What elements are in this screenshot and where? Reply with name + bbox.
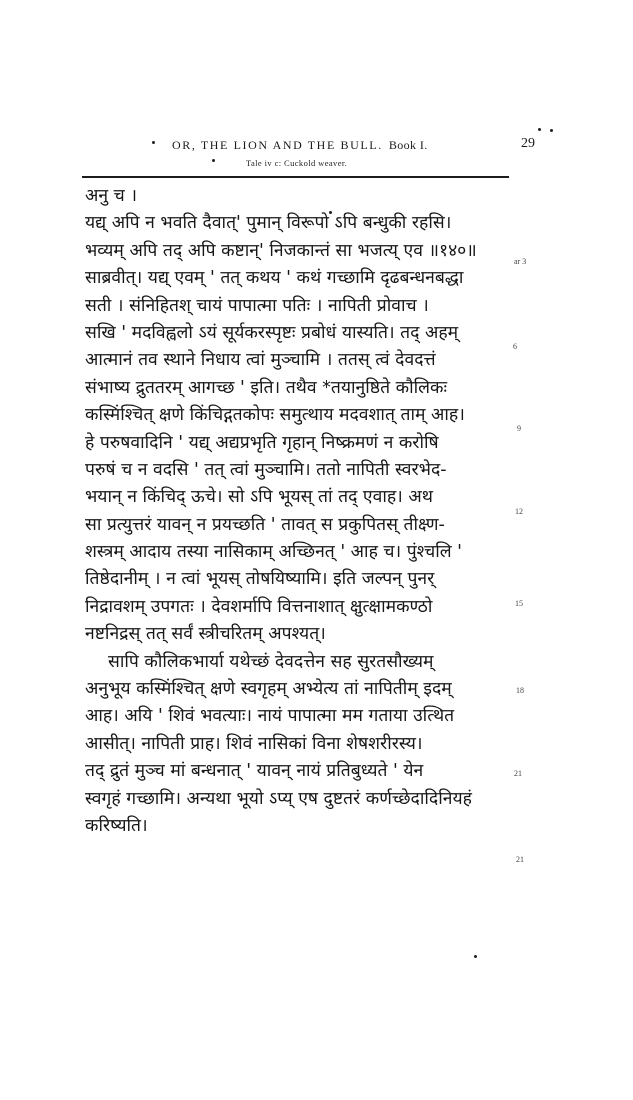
page-number: 29: [521, 136, 535, 151]
text-line: स्वगृहं गच्छामि। अन्यथा भूयो ऽप्य् एष दुष्टतरं कर्णच्छेदादिनियहं: [85, 788, 472, 809]
text-line: सखि ' मदविह्वलो ऽयं सूर्यकरस्पृष्टः प्रबोधं यास्यति। तद् अहम्: [85, 322, 459, 343]
text-line: आह। अयि ' शिवं भवत्याः। नायं पापात्मा मम गताया उत्थित: [85, 706, 455, 727]
text-line: सा प्रत्युत्तरं यावन् न प्रयच्छति ' तावत् स प्रकुपितस् तीक्ष्ण-: [85, 514, 445, 535]
text-line: संभाष्य द्रुततरम् आगच्छ ' इति। तथैव *तयानुष्ठिते कौलिकः: [85, 377, 447, 398]
margin-line-number: 21: [514, 769, 522, 778]
text-line: अनुभूय कस्मिंश्चित् क्षणे स्वगृहम् अभ्येत्य तां नापितीम् इदम्: [85, 679, 452, 700]
text-line: करिष्यति।: [85, 815, 148, 836]
running-header-title: OR, THE LION AND THE BULL.: [172, 138, 383, 152]
margin-line-number: 21: [516, 855, 524, 864]
ink-speck: [152, 141, 155, 144]
sanskrit-text-block: [85, 183, 515, 840]
text-line: सती । संनिहितश् चायं पापात्मा पतिः । नापिती प्रोवाच ।: [85, 295, 429, 316]
margin-line-number: ar 3: [514, 257, 527, 266]
text-line: साब्रवीत्। यद्य् एवम् ' तत् कथय ' कथं गच्छामि दृढबन्धनबद्धा: [85, 268, 464, 289]
text-line: आत्मानं तव स्थाने निधाय त्वां मुञ्चामि । ततस् त्वं देवदत्तं: [85, 350, 436, 371]
text-line: भयान् न किंचिद् ऊचे। सो ऽपि भूयस् तां तद् एवाह। अथ: [85, 487, 433, 508]
text-line: निद्रावशम् उपगतः । देवशर्मापि वित्तनाशात् क्षुत्क्षामकण्ठो: [85, 596, 433, 617]
ink-speck: [538, 128, 541, 131]
margin-line-number: 12: [515, 507, 523, 516]
header-rule: [82, 176, 509, 178]
text-line: हे परुषवादिनि ' यद्य् अद्यप्रभृति गृहान् निष्क्रमणं न करोषि: [85, 432, 439, 453]
running-header-book: Book I.: [388, 138, 428, 152]
verse-line: भव्यम् अपि तद् अपि कष्टान्' निजकान्तं सा भजत्य् एव ॥१४०॥: [85, 240, 477, 261]
text-line: परुषं च न वदसि ' तत् त्वां मुञ्चामि। ततो नापिती स्वरभेद-: [85, 459, 447, 480]
running-header: [172, 138, 428, 153]
paragraph-start-line: सापि कौलिकभार्या यथेच्छं देवदत्तेन सह सुरतसौख्यम्: [108, 651, 434, 672]
ink-speck: [474, 955, 477, 958]
text-line: शस्त्रम् आदाय तस्या नासिकाम् अच्छिनत् ' आह च। पुंश्चलि ': [85, 542, 462, 563]
text-line: तिष्ठेदानीम् । न त्वां भूयस् तोषयिष्यामि। इति जल्पन् पुनर्: [85, 569, 435, 590]
text-line: नष्टनिद्रस् तत् सर्वं स्त्रीचरितम् अपश्यत्।: [85, 624, 326, 645]
tale-subheading: Tale iv c: Cuckold weaver.: [246, 158, 348, 168]
text-line: कस्मिंश्चित् क्षणे किंचिद्गतकोपः समुत्थाय मदवशात् ताम् आह।: [85, 405, 465, 426]
text-line: अनु च ।: [85, 186, 137, 206]
verse-line: यद्य् अपि न भवति दैवात्' पुमान् विरूपो ऽपि बन्धुकी रहसि।: [85, 213, 452, 234]
ink-speck: [212, 159, 215, 162]
margin-line-number: 9: [517, 424, 521, 433]
margin-line-number: 18: [516, 686, 524, 695]
ink-speck: [550, 129, 553, 132]
margin-line-number: 15: [515, 599, 523, 608]
margin-line-number: 6: [513, 342, 517, 351]
text-line: तद् द्रुतं मुञ्च मां बन्धनात् ' यावन् नायं प्रतिबुध्यते ' येन: [85, 761, 424, 782]
text-line: आसीत्। नापिती प्राह। शिवं नासिकां विना शेषशरीरस्य।: [85, 733, 423, 754]
